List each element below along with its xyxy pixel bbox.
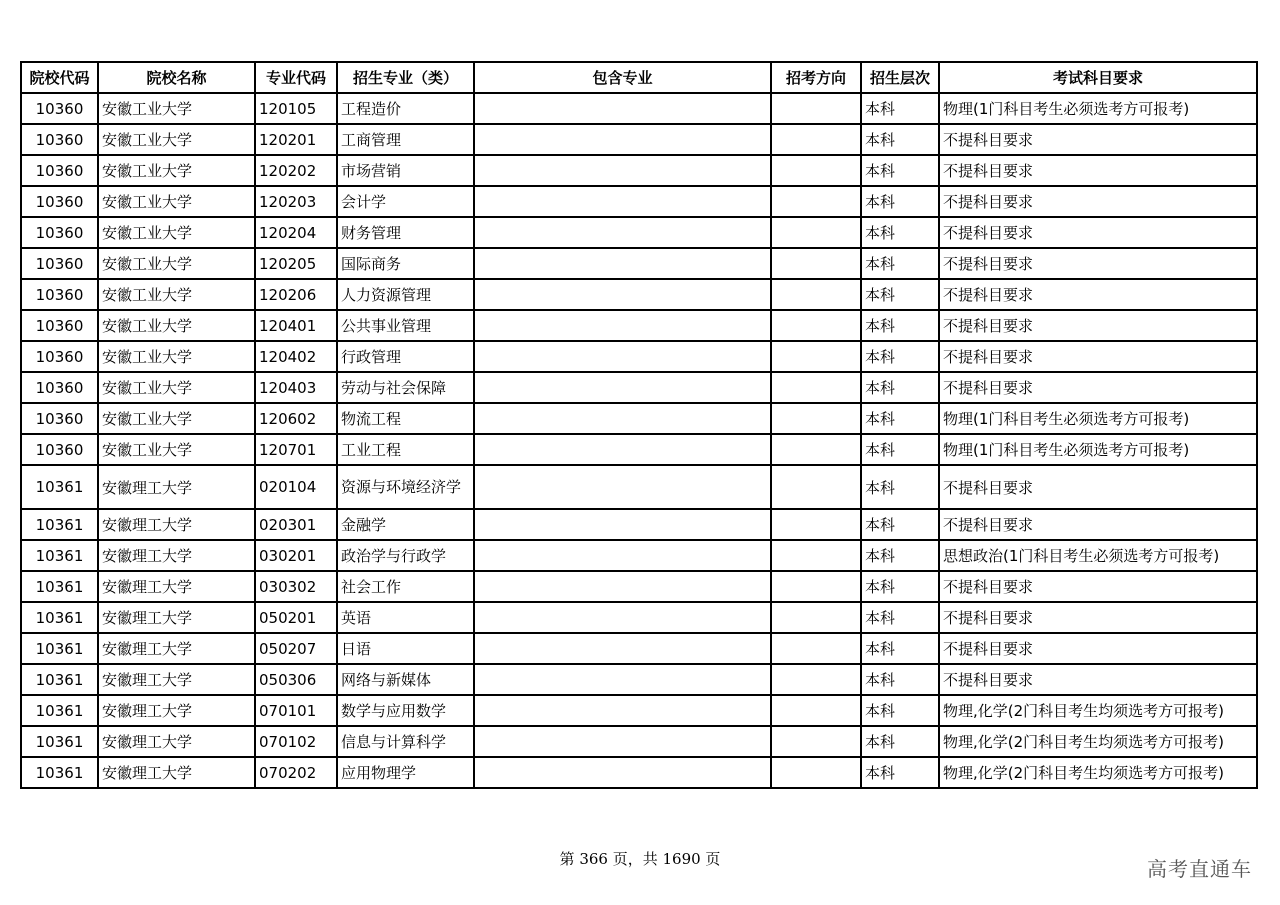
table-row <box>21 310 1257 341</box>
cell-school-name: 安徽理工大学 <box>98 602 255 633</box>
cell-major-name: 行政管理 <box>337 341 474 372</box>
cell-subject-requirement: 不提科目要求 <box>939 571 1257 602</box>
cell-school-code: 10361 <box>21 465 98 509</box>
table-row <box>21 186 1257 217</box>
table-body <box>21 93 1257 788</box>
cell-level: 本科 <box>861 155 939 186</box>
cell-school-name: 安徽理工大学 <box>98 726 255 757</box>
cell-school-code: 10360 <box>21 434 98 465</box>
cell-major-code: 120204 <box>255 217 337 248</box>
table-row <box>21 509 1257 540</box>
header-major: 招生专业（类） <box>337 62 474 93</box>
cell-school-code: 10361 <box>21 602 98 633</box>
cell-level: 本科 <box>861 571 939 602</box>
cell-school-name: 安徽理工大学 <box>98 633 255 664</box>
cell-major-code: 030201 <box>255 540 337 571</box>
cell-included-majors <box>474 341 771 372</box>
cell-major-code: 120201 <box>255 124 337 155</box>
table-header-row <box>21 62 1257 93</box>
cell-direction <box>771 465 861 509</box>
cell-school-code: 10360 <box>21 279 98 310</box>
cell-major-code: 070202 <box>255 757 337 788</box>
cell-subject-requirement: 不提科目要求 <box>939 217 1257 248</box>
table-row <box>21 664 1257 695</box>
cell-major-name: 物流工程 <box>337 403 474 434</box>
table-row <box>21 540 1257 571</box>
cell-major-name: 日语 <box>337 633 474 664</box>
cell-level: 本科 <box>861 248 939 279</box>
cell-direction <box>771 217 861 248</box>
cell-direction <box>771 372 861 403</box>
cell-direction <box>771 124 861 155</box>
cell-direction <box>771 279 861 310</box>
cell-level: 本科 <box>861 540 939 571</box>
cell-major-code: 070102 <box>255 726 337 757</box>
cell-direction <box>771 509 861 540</box>
cell-subject-requirement: 不提科目要求 <box>939 186 1257 217</box>
cell-included-majors <box>474 465 771 509</box>
cell-school-code: 10361 <box>21 540 98 571</box>
cell-direction <box>771 155 861 186</box>
cell-subject-requirement: 不提科目要求 <box>939 633 1257 664</box>
cell-school-name: 安徽理工大学 <box>98 465 255 509</box>
cell-subject-requirement: 物理,化学(2门科目考生均须选考方可报考) <box>939 726 1257 757</box>
cell-direction <box>771 664 861 695</box>
cell-level: 本科 <box>861 602 939 633</box>
cell-subject-requirement: 不提科目要求 <box>939 602 1257 633</box>
cell-included-majors <box>474 310 771 341</box>
cell-school-name: 安徽理工大学 <box>98 540 255 571</box>
cell-school-code: 10360 <box>21 403 98 434</box>
cell-major-name: 公共事业管理 <box>337 310 474 341</box>
cell-major-code: 050207 <box>255 633 337 664</box>
cell-major-code: 050306 <box>255 664 337 695</box>
cell-major-name: 信息与计算科学 <box>337 726 474 757</box>
cell-major-name: 社会工作 <box>337 571 474 602</box>
cell-included-majors <box>474 403 771 434</box>
table-row <box>21 695 1257 726</box>
cell-level: 本科 <box>861 633 939 664</box>
cell-subject-requirement: 不提科目要求 <box>939 465 1257 509</box>
cell-school-code: 10360 <box>21 186 98 217</box>
cell-major-code: 120205 <box>255 248 337 279</box>
cell-level: 本科 <box>861 310 939 341</box>
cell-major-name: 人力资源管理 <box>337 279 474 310</box>
cell-included-majors <box>474 279 771 310</box>
cell-school-code: 10360 <box>21 248 98 279</box>
cell-major-name: 工程造价 <box>337 93 474 124</box>
cell-direction <box>771 186 861 217</box>
cell-school-code: 10360 <box>21 310 98 341</box>
cell-direction <box>771 757 861 788</box>
cell-school-name: 安徽工业大学 <box>98 93 255 124</box>
cell-subject-requirement: 不提科目要求 <box>939 509 1257 540</box>
table-row <box>21 465 1257 509</box>
cell-school-code: 10361 <box>21 509 98 540</box>
cell-direction <box>771 248 861 279</box>
cell-major-code: 020301 <box>255 509 337 540</box>
cell-school-code: 10360 <box>21 217 98 248</box>
cell-included-majors <box>474 248 771 279</box>
cell-direction <box>771 726 861 757</box>
cell-school-name: 安徽工业大学 <box>98 217 255 248</box>
table-row <box>21 633 1257 664</box>
cell-school-name: 安徽理工大学 <box>98 695 255 726</box>
cell-major-code: 120403 <box>255 372 337 403</box>
cell-direction <box>771 341 861 372</box>
cell-major-name: 工商管理 <box>337 124 474 155</box>
cell-subject-requirement: 不提科目要求 <box>939 155 1257 186</box>
cell-school-name: 安徽理工大学 <box>98 664 255 695</box>
cell-level: 本科 <box>861 93 939 124</box>
cell-level: 本科 <box>861 757 939 788</box>
cell-subject-requirement: 思想政治(1门科目考生必须选考方可报考) <box>939 540 1257 571</box>
cell-major-name: 应用物理学 <box>337 757 474 788</box>
cell-included-majors <box>474 372 771 403</box>
table-row <box>21 372 1257 403</box>
cell-school-name: 安徽工业大学 <box>98 434 255 465</box>
table-row <box>21 124 1257 155</box>
cell-level: 本科 <box>861 279 939 310</box>
table-row <box>21 217 1257 248</box>
cell-direction <box>771 540 861 571</box>
table-row <box>21 279 1257 310</box>
cell-direction <box>771 434 861 465</box>
cell-major-name: 资源与环境经济学 <box>337 465 474 509</box>
cell-major-code: 120402 <box>255 341 337 372</box>
table-row <box>21 602 1257 633</box>
cell-major-name: 会计学 <box>337 186 474 217</box>
header-subject-requirement: 考试科目要求 <box>939 62 1257 93</box>
cell-major-name: 金融学 <box>337 509 474 540</box>
table-row <box>21 248 1257 279</box>
cell-major-code: 120701 <box>255 434 337 465</box>
cell-school-code: 10361 <box>21 571 98 602</box>
cell-subject-requirement: 不提科目要求 <box>939 310 1257 341</box>
table-row <box>21 403 1257 434</box>
cell-direction <box>771 93 861 124</box>
cell-included-majors <box>474 602 771 633</box>
cell-major-name: 劳动与社会保障 <box>337 372 474 403</box>
cell-included-majors <box>474 726 771 757</box>
cell-level: 本科 <box>861 341 939 372</box>
cell-major-code: 050201 <box>255 602 337 633</box>
header-major-code: 专业代码 <box>255 62 337 93</box>
cell-major-name: 国际商务 <box>337 248 474 279</box>
cell-direction <box>771 633 861 664</box>
cell-level: 本科 <box>861 403 939 434</box>
cell-subject-requirement: 不提科目要求 <box>939 372 1257 403</box>
cell-school-code: 10360 <box>21 155 98 186</box>
header-included-majors: 包含专业 <box>474 62 771 93</box>
cell-direction <box>771 403 861 434</box>
cell-included-majors <box>474 695 771 726</box>
cell-included-majors <box>474 633 771 664</box>
cell-direction <box>771 602 861 633</box>
header-school-code: 院校代码 <box>21 62 98 93</box>
cell-included-majors <box>474 217 771 248</box>
cell-school-name: 安徽工业大学 <box>98 279 255 310</box>
watermark: 高考直通车 <box>1147 857 1252 881</box>
cell-included-majors <box>474 540 771 571</box>
cell-school-name: 安徽工业大学 <box>98 310 255 341</box>
cell-subject-requirement: 不提科目要求 <box>939 124 1257 155</box>
cell-direction <box>771 571 861 602</box>
cell-included-majors <box>474 186 771 217</box>
cell-level: 本科 <box>861 186 939 217</box>
cell-included-majors <box>474 664 771 695</box>
cell-level: 本科 <box>861 434 939 465</box>
table-row <box>21 93 1257 124</box>
cell-school-code: 10360 <box>21 93 98 124</box>
table-row <box>21 726 1257 757</box>
cell-major-code: 120202 <box>255 155 337 186</box>
cell-level: 本科 <box>861 695 939 726</box>
cell-major-name: 工业工程 <box>337 434 474 465</box>
cell-school-code: 10360 <box>21 124 98 155</box>
header-school-name: 院校名称 <box>98 62 255 93</box>
cell-direction <box>771 695 861 726</box>
cell-major-code: 120203 <box>255 186 337 217</box>
cell-school-name: 安徽理工大学 <box>98 571 255 602</box>
cell-major-code: 030302 <box>255 571 337 602</box>
cell-included-majors <box>474 571 771 602</box>
cell-school-name: 安徽理工大学 <box>98 509 255 540</box>
header-level: 招生层次 <box>861 62 939 93</box>
cell-subject-requirement: 物理,化学(2门科目考生均须选考方可报考) <box>939 695 1257 726</box>
cell-school-name: 安徽工业大学 <box>98 124 255 155</box>
cell-major-code: 020104 <box>255 465 337 509</box>
cell-school-name: 安徽工业大学 <box>98 248 255 279</box>
table-row <box>21 571 1257 602</box>
cell-level: 本科 <box>861 124 939 155</box>
cell-subject-requirement: 物理,化学(2门科目考生均须选考方可报考) <box>939 757 1257 788</box>
cell-major-name: 财务管理 <box>337 217 474 248</box>
cell-school-code: 10361 <box>21 726 98 757</box>
table-row <box>21 434 1257 465</box>
table-row <box>21 341 1257 372</box>
cell-subject-requirement: 物理(1门科目考生必须选考方可报考) <box>939 434 1257 465</box>
cell-included-majors <box>474 434 771 465</box>
page-footer: 第 366 页，共 1690 页 <box>559 850 721 868</box>
cell-included-majors <box>474 757 771 788</box>
cell-included-majors <box>474 124 771 155</box>
cell-major-code: 120401 <box>255 310 337 341</box>
table-row <box>21 757 1257 788</box>
cell-level: 本科 <box>861 664 939 695</box>
cell-major-name: 市场营销 <box>337 155 474 186</box>
cell-subject-requirement: 物理(1门科目考生必须选考方可报考) <box>939 403 1257 434</box>
cell-level: 本科 <box>861 726 939 757</box>
cell-major-name: 英语 <box>337 602 474 633</box>
cell-school-code: 10361 <box>21 695 98 726</box>
cell-level: 本科 <box>861 465 939 509</box>
cell-school-code: 10360 <box>21 372 98 403</box>
cell-major-name: 网络与新媒体 <box>337 664 474 695</box>
cell-major-code: 120105 <box>255 93 337 124</box>
cell-major-name: 数学与应用数学 <box>337 695 474 726</box>
header-direction: 招考方向 <box>771 62 861 93</box>
cell-school-name: 安徽工业大学 <box>98 155 255 186</box>
cell-school-name: 安徽工业大学 <box>98 372 255 403</box>
cell-level: 本科 <box>861 217 939 248</box>
cell-school-code: 10361 <box>21 633 98 664</box>
cell-major-code: 070101 <box>255 695 337 726</box>
cell-school-name: 安徽理工大学 <box>98 757 255 788</box>
cell-included-majors <box>474 93 771 124</box>
cell-school-code: 10360 <box>21 341 98 372</box>
cell-school-code: 10361 <box>21 664 98 695</box>
cell-subject-requirement: 不提科目要求 <box>939 248 1257 279</box>
cell-level: 本科 <box>861 509 939 540</box>
cell-school-name: 安徽工业大学 <box>98 341 255 372</box>
cell-included-majors <box>474 155 771 186</box>
cell-direction <box>771 310 861 341</box>
cell-major-code: 120602 <box>255 403 337 434</box>
cell-school-code: 10361 <box>21 757 98 788</box>
cell-included-majors <box>474 509 771 540</box>
cell-subject-requirement: 不提科目要求 <box>939 279 1257 310</box>
cell-subject-requirement: 不提科目要求 <box>939 664 1257 695</box>
cell-subject-requirement: 物理(1门科目考生必须选考方可报考) <box>939 93 1257 124</box>
cell-school-name: 安徽工业大学 <box>98 403 255 434</box>
cell-school-name: 安徽工业大学 <box>98 186 255 217</box>
cell-major-code: 120206 <box>255 279 337 310</box>
table-row <box>21 155 1257 186</box>
cell-subject-requirement: 不提科目要求 <box>939 341 1257 372</box>
cell-major-name: 政治学与行政学 <box>337 540 474 571</box>
cell-level: 本科 <box>861 372 939 403</box>
enrollment-table <box>20 61 1258 789</box>
